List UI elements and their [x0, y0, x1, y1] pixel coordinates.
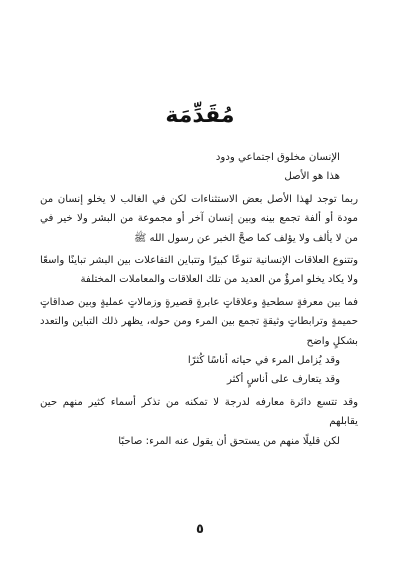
paragraph-3: ربما توجد لهذا الأصل بعض الاستثناءات لكن في الغالب لا يخلو إنسان من مودة أو ألفة تجمع بينه وبين إنسان آخر أو مجموعة من البشر ولا خير في من لا يألف ولا يؤلف كما صحَّ الخبر عن رسول الله ﷺ — [40, 193, 358, 244]
paragraph-4: وتتنوع العلاقات الإنسانية تنوعًا كبيرًا وتتباين التفاعلات بين البشر تباينًا واسعًا ولا يكاد يخلو امرؤٌ من العديد من تلك العلاقات والمعاملات المختلفة — [40, 255, 358, 286]
paragraph-6: وقد يُزامل المرء في حياته أناسًا كُثرًا — [187, 355, 340, 367]
paragraph-9: لكن قليلًا منهم من يستحق أن يقول عنه المرء: صاحبًا — [118, 435, 340, 447]
page-number: ٥ — [196, 522, 204, 537]
paragraph-1: الإنسان مخلوق اجتماعي ودود — [215, 152, 340, 163]
paragraph-5: فما بين معرفةٍ سطحيةٍ وعلاقاتٍ عابرةٍ قصيرةٍ وزمالاتٍ عمليةٍ وبين صداقاتٍ حميمةٍ وترابطاتٍ وثيقةٍ تجمع بين المرء ومن حوله، يظهر ذلك التباين والتعدد بشكلٍ واضح — [40, 296, 358, 347]
page-title: مُقَدِّمَة — [165, 103, 235, 128]
paragraph-2: هذا هو الأصل — [284, 171, 340, 183]
paragraph-7: وقد يتعارف على أناسٍ أكثر — [226, 374, 340, 386]
body-text — [40, 148, 358, 451]
paragraph-8: وقد تتسع دائرة معارفه لدرجة لا تمكنه من تذكر أسماء كثير منهم حين يقابلهم — [40, 396, 358, 428]
